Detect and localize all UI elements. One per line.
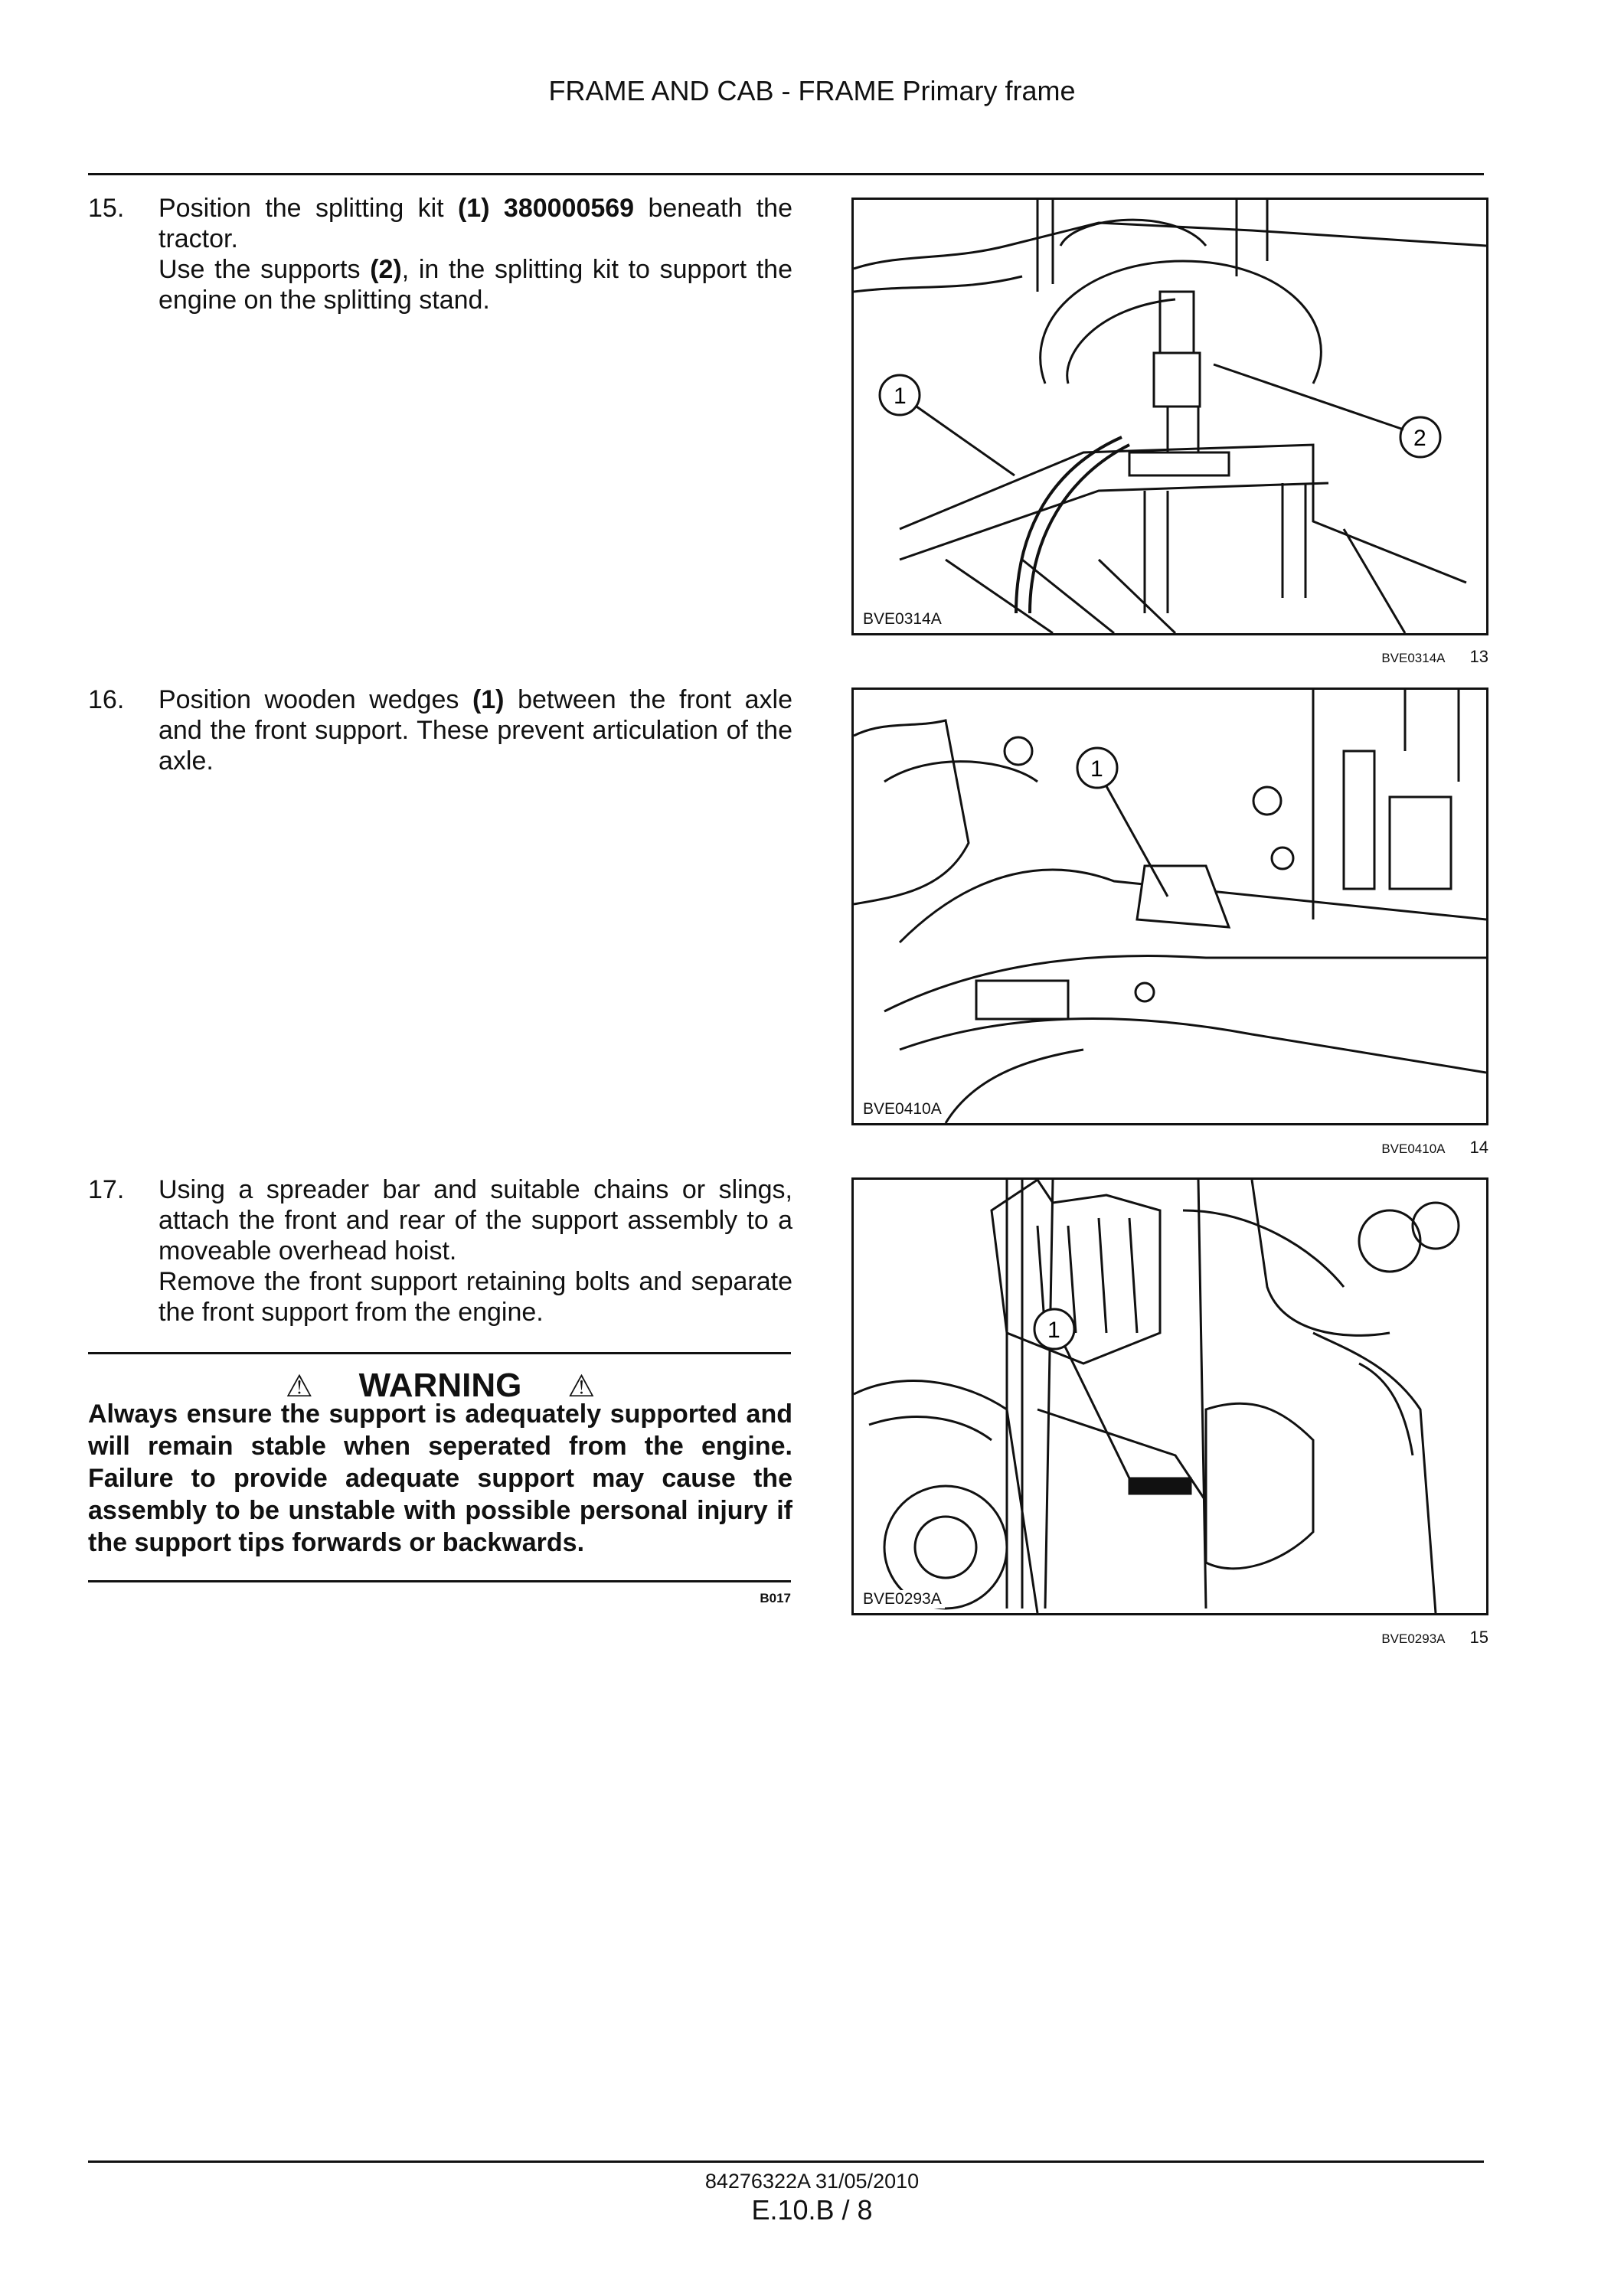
step-16 <box>88 684 792 784</box>
warning-title: WARNING <box>358 1367 522 1404</box>
text-run: Use the supports <box>158 255 371 284</box>
figure-caption <box>851 1628 1488 1648</box>
warning-code: B017 <box>760 1591 791 1605</box>
step-text <box>158 684 792 776</box>
step-line <box>158 254 792 315</box>
text-run: beneath the tractor. <box>158 194 792 253</box>
page-header: FRAME AND CAB - FRAME Primary frame <box>548 75 1076 106</box>
step-line <box>158 684 792 776</box>
figure-splitting-kit <box>851 198 1488 635</box>
bold-ref: (1) <box>472 685 505 714</box>
step-17 <box>88 1174 792 1335</box>
figure-wooden-wedges <box>851 687 1488 1125</box>
step-line <box>158 1266 792 1328</box>
caption-code: BVE0314A <box>1381 651 1446 665</box>
caption-code: BVE0293A <box>1381 1631 1446 1646</box>
text-run: , in the splitting kit to support the engine on the splitting stand. <box>158 255 792 315</box>
warning-triangle-icon: ⚠ <box>567 1370 596 1403</box>
step-number: 15. <box>88 194 125 223</box>
figure-code: BVE0293A <box>860 1590 945 1609</box>
warning-text: Always ensure the support is adequately supported and will remain stable when seperated from the engine. Failure to provide adequate support may cause the assembly to be unstable with possible personal injury if the support tips forwards or backwards. <box>88 1399 792 1557</box>
splitting-kit-illustration <box>854 200 1486 633</box>
warning-triangle-icon: ⚠ <box>285 1370 313 1403</box>
step-line <box>158 193 792 254</box>
step-text <box>158 193 792 315</box>
figure-caption <box>851 1138 1488 1158</box>
header-rule <box>88 173 1484 175</box>
bold-ref: (1) 380000569 <box>457 194 635 223</box>
text-run: Remove the front support retaining bolts and separate the front support from the engine. <box>158 1267 792 1327</box>
document-reference: 84276322A 31/05/2010 <box>704 2170 920 2193</box>
wooden-wedges-illustration <box>854 690 1486 1123</box>
text-run: between the front axle and the front support. These prevent articulation of the axle. <box>158 685 792 776</box>
warning-top-rule <box>88 1352 791 1354</box>
step-number: 16. <box>88 685 125 714</box>
callout-1: 1 <box>1090 756 1103 782</box>
step-text <box>158 1174 792 1328</box>
warning-bottom-rule <box>88 1580 791 1582</box>
footer-rule <box>88 2160 1484 2163</box>
caption-code: BVE0410A <box>1381 1141 1446 1156</box>
bold-ref: (2) <box>370 255 402 284</box>
figure-hoist <box>851 1177 1488 1615</box>
text-run: Position wooden wedges <box>158 685 472 714</box>
figure-code: BVE0410A <box>860 1100 945 1119</box>
figure-code: BVE0314A <box>860 610 945 629</box>
caption-number: 13 <box>1469 647 1488 666</box>
callout-1: 1 <box>894 384 907 409</box>
text-run: Using a spreader bar and suitable chains or slings, attach the front and rear of the support assembly to a moveable overhead hoist. <box>158 1175 792 1266</box>
page-number: E.10.B / 8 <box>751 2194 873 2226</box>
hoist-illustration <box>854 1180 1486 1613</box>
step-number: 17. <box>88 1175 125 1204</box>
callout-1: 1 <box>1047 1318 1060 1343</box>
step-line <box>158 1174 792 1266</box>
figure-caption <box>851 647 1488 667</box>
step-15 <box>88 193 792 323</box>
caption-number: 14 <box>1469 1138 1488 1157</box>
callout-2: 2 <box>1413 426 1426 451</box>
caption-number: 15 <box>1469 1628 1488 1647</box>
text-run: Position the splitting kit <box>158 194 458 223</box>
